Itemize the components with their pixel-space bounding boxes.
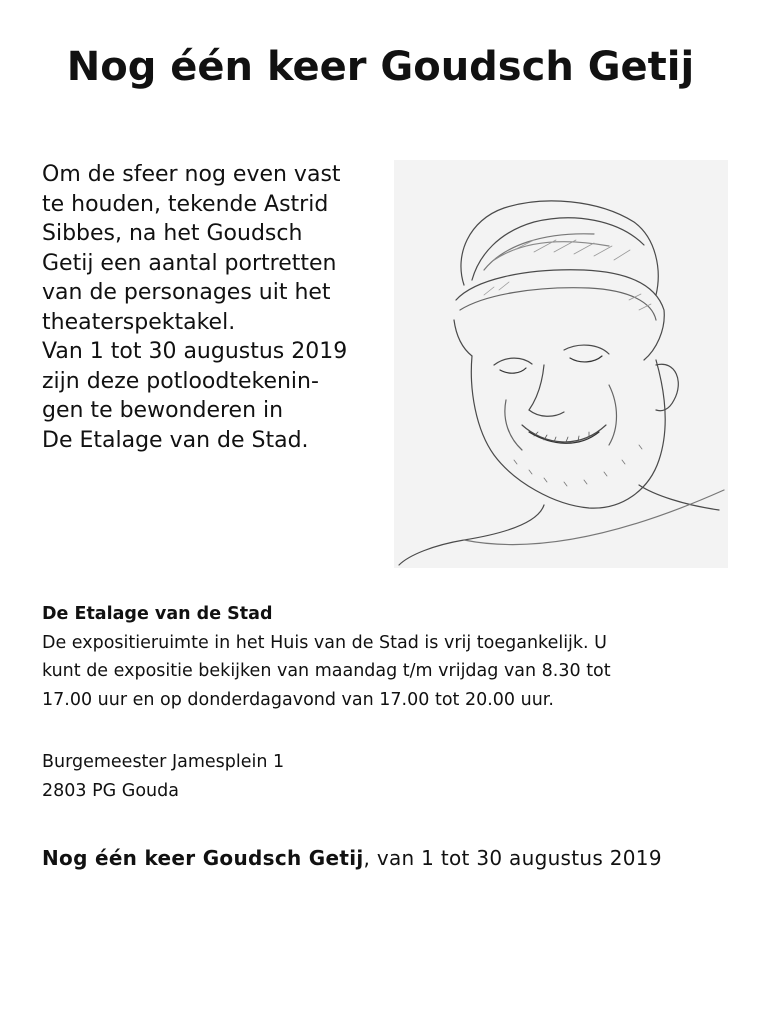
pencil-portrait-icon (394, 160, 728, 568)
intro-line: De Etalage van de Stad. (42, 427, 309, 453)
address-block (42, 748, 284, 805)
intro-line: zijn deze potloodtekenin- (42, 368, 319, 394)
venue-section (42, 600, 732, 714)
venue-description (42, 629, 732, 715)
intro-line: Getij een aantal portretten (42, 250, 337, 276)
intro-line: Van 1 tot 30 augustus 2019 (42, 339, 348, 364)
venue-heading: De Etalage van de Stad (42, 604, 273, 624)
intro-line: te houden, tekende Astrid (42, 191, 329, 217)
address-city: 2803 PG Gouda (42, 780, 179, 801)
intro-line: theaterspektakel. (42, 309, 236, 335)
intro-paragraph (42, 160, 372, 455)
venue-line: 17.00 uur en op donderdagavond van 17.00 tot 20.00 uur. (42, 689, 554, 710)
venue-line: De expositieruimte in het Huis van de Stad is vrij toegankelijk. U (42, 632, 607, 653)
portrait-drawing (394, 160, 728, 568)
footer-line (42, 846, 662, 870)
intro-line: van de personages uit het (42, 280, 331, 305)
address-street: Burgemeester Jamesplein 1 (42, 752, 285, 772)
intro-line: Sibbes, na het Goudsch (42, 221, 303, 246)
footer-dates: , van 1 tot 30 augustus 2019 (363, 846, 662, 870)
intro-line: Om de sfeer nog even vast (42, 162, 341, 187)
venue-line: kunt de expositie bekijken van maandag t/m vrijdag van 8.30 tot (42, 661, 611, 681)
footer-title: Nog één keer Goudsch Getij (42, 846, 364, 870)
page-title: Nog één keer Goudsch Getij (66, 44, 695, 90)
intro-line: gen te bewonderen in (42, 398, 284, 423)
